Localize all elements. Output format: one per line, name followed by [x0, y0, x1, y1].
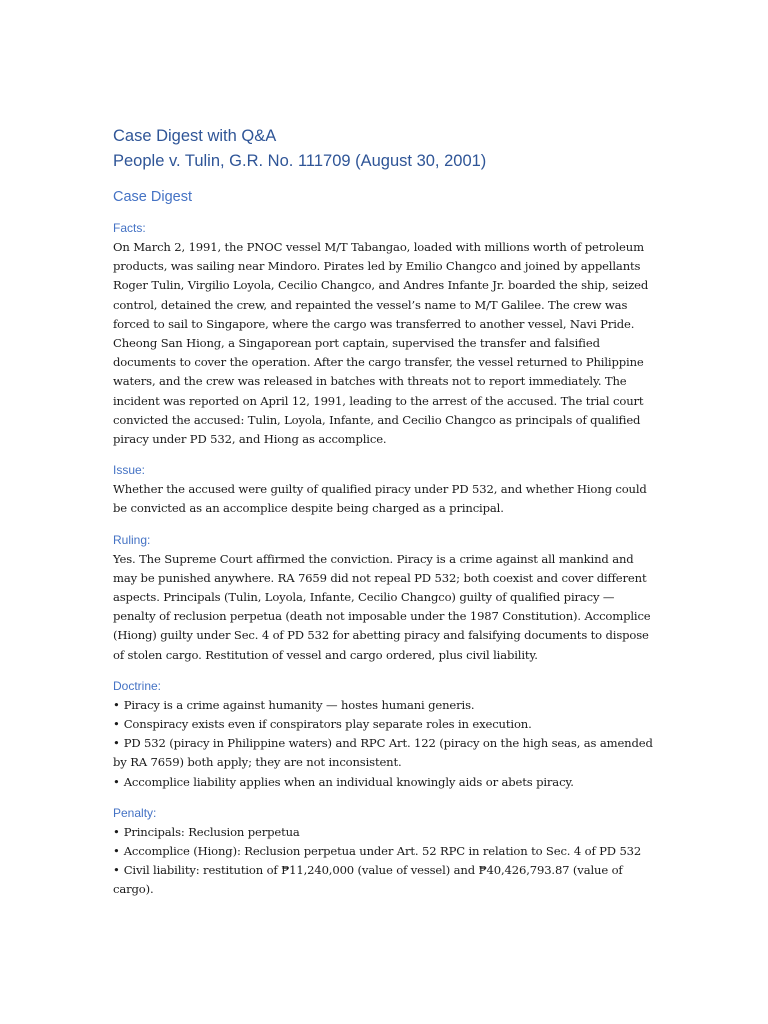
- section-title: Case Digest: [113, 189, 192, 205]
- list-item: [113, 823, 658, 842]
- penalty-section: [113, 804, 658, 900]
- bullet-icon: •: [113, 774, 120, 789]
- list-item: [113, 773, 658, 792]
- ruling-text: Yes. The Supreme Court affirmed the conviction. Piracy is a crime against all mankind and may be punished anywhere. RA 7659 did not repeal PD 532; both coexist and cover different aspects. Principals (Tulin, Loyola, Infante, Cecilio Changco) guilty of qualified piracy — penalty of reclusion perpetua (death not imposable under the 1987 Constitution). Accomplice (Hiong) guilty under Sec. 4 of PD 532 for abetting piracy and falsifying documents to dispose of stolen cargo. Restitution of vessel and cargo ordered, plus civil liability.: [113, 551, 651, 662]
- document-page: [113, 124, 658, 912]
- facts-heading: Facts:: [113, 221, 146, 235]
- facts-text: On March 2, 1991, the PNOC vessel M/T Tabangao, loaded with millions worth of petroleum products, was sailing near Mindoro. Pirates led by Emilio Changco and joined by appellants Roger Tulin, Virgilio Loyola, Cecilio Changco, and Andres Infante Jr. boarded the ship, seized control, detained the crew, and repainted the vessel’s name to M/T Galilee. The crew was forced to sail to Singapore, where the cargo was transferred to another vessel, Navi Pride. Cheong San Hiong, a Singaporean port captain, supervised the transfer and falsified documents to cover the operation. After the cargo transfer, the vessel returned to Philippine waters, and the crew was released in batches with threats not to report immediately. The incident was reported on April 12, 1991, leading to the arrest of the accused. The trial court convicted the accused: Tulin, Loyola, Infante, and Cecilio Changco as principals of qualified piracy under PD 532, and Hiong as accomplice.: [113, 240, 649, 447]
- bullet-icon: •: [113, 844, 120, 859]
- list-item: [113, 696, 658, 715]
- list-item: [113, 715, 658, 734]
- doctrine-section: [113, 677, 658, 792]
- doctrine-item-text: Conspiracy exists even if conspirators play separate roles in execution.: [123, 717, 532, 732]
- document-title: [113, 124, 658, 174]
- penalty-list: [113, 823, 658, 900]
- penalty-item-text: Principals: Reclusion perpetua: [123, 824, 300, 839]
- penalty-heading: Penalty:: [113, 805, 157, 820]
- list-item: [113, 861, 658, 899]
- issue-section: [113, 461, 658, 518]
- issue-heading: Issue:: [113, 463, 146, 478]
- penalty-item-text: Accomplice (Hiong): Reclusion perpetua under Art. 52 RPC in relation to Sec. 4 of PD 532: [123, 844, 642, 859]
- doctrine-list: [113, 696, 658, 792]
- title-line-1: Case Digest with Q&A: [113, 127, 277, 145]
- doctrine-item-text: Accomplice liability applies when an individual knowingly aids or abets piracy.: [123, 774, 574, 789]
- ruling-heading: Ruling:: [113, 532, 151, 547]
- bullet-icon: •: [113, 863, 120, 878]
- list-item: [113, 842, 658, 861]
- facts-section: [113, 219, 658, 449]
- bullet-icon: •: [113, 824, 120, 839]
- doctrine-item-text: Piracy is a crime against humanity — hostes humani generis.: [123, 697, 475, 712]
- list-item: [113, 734, 658, 772]
- doctrine-item-text: PD 532 (piracy in Philippine waters) and RPC Art. 122 (piracy on the high seas, as amended by RA 7659) both apply; they are not inconsistent.: [113, 736, 653, 770]
- bullet-icon: •: [113, 717, 120, 732]
- title-line-2: People v. Tulin, G.R. No. 111709 (August 30, 2001): [113, 152, 487, 170]
- bullet-icon: •: [113, 697, 120, 712]
- bullet-icon: •: [113, 736, 120, 751]
- doctrine-heading: Doctrine:: [113, 678, 162, 693]
- issue-text: Whether the accused were guilty of qualified piracy under PD 532, and whether Hiong could be convicted as an accomplice despite being charged as a principal.: [113, 482, 647, 516]
- penalty-item-text: Civil liability: restitution of ₱11,240,000 (value of vessel) and ₱40,426,793.87 (value of cargo).: [113, 863, 623, 897]
- ruling-section: [113, 531, 658, 665]
